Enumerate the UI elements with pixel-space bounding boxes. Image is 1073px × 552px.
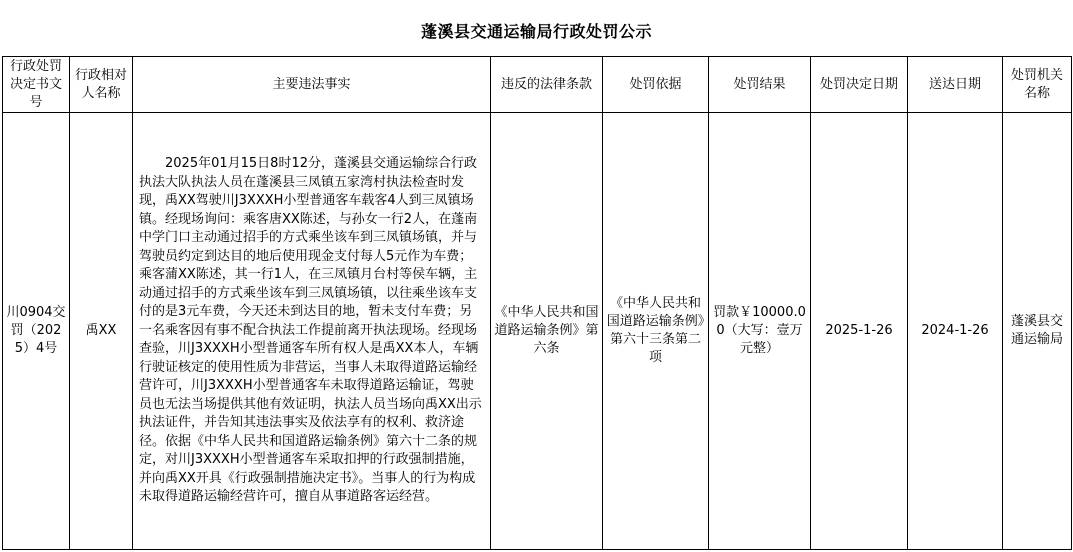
header-basis: 处罚依据 <box>603 57 709 113</box>
cell-doc-number: 川0904交罚（2025）4号 <box>3 113 70 550</box>
header-party: 行政相对人名称 <box>70 57 133 113</box>
header-facts: 主要违法事实 <box>133 57 491 113</box>
facts-text: 2025年01月15日8时12分，蓬溪县交通运输综合行政执法大队执法人员在蓬溪县三凤镇五家湾村执法检查时发现，禹XX驾驶川J3XXXH小型普通客车载客4人到三凤镇场镇。经现场询问：乘客唐XX陈述，与孙女一行2人，在蓬南中学门口主动通过招手的方式乘坐该车到三凤镇场镇，并与驾驶员约定到达目的地后使用现金支付每人5元作为车费；乘客蒲XX陈述，其一行1人，在三凤镇月台村等侯车辆，主动通过招手的方式乘坐该车到三凤镇场镇，以往乘坐该车支付的是3元车费，今天还未到达目的地，暂未支付车费；另一名乘客因有事不配合执法工作提前离开执法现场。经现场查验，川J3XXXH小型普通客车所有权人是禹XX本人，车辆行驶证核定的使用性质为非营运，当事人未取得道路运输经营许可，川J3XXXH小型普通客车未取得道路运输证，驾驶员也无法当场提供其他有效证明，执法人员当场向禹XX出示执法证件，并告知其违法事实及依法享有的权利、救济途径。依据《中华人民共和国道路运输条例》第六十二条的规定，对川J3XXXH小型普通客车采取扣押的行政强制措施，并向禹XX开具《行政强制措施决定书》。当事人的行为构成未取得道路运输经营许可，擅自从事道路客运经营。 <box>139 156 482 505</box>
cell-facts <box>133 113 491 550</box>
cell-result: 罚款￥10000.00（大写：壹万元整） <box>709 113 811 550</box>
page-title: 蓬溪县交通运输局行政处罚公示 <box>420 21 652 41</box>
cell-basis: 《中华人民共和国道路运输条例》第六十三条第二项 <box>603 113 709 550</box>
cell-delivery-date: 2024-1-26 <box>908 113 1003 550</box>
header-delivery-date: 送达日期 <box>908 57 1003 113</box>
cell-decision-date: 2025-1-26 <box>811 113 908 550</box>
header-authority: 处罚机关名称 <box>1003 57 1072 113</box>
cell-authority: 蓬溪县交通运输局 <box>1003 113 1072 550</box>
cell-violated-law: 《中华人民共和国道路运输条例》第六条 <box>491 113 603 550</box>
penalty-table <box>2 56 1072 550</box>
header-violated-law: 违反的法律条款 <box>491 57 603 113</box>
table-row <box>3 113 1072 550</box>
cell-party: 禹XX <box>70 113 133 550</box>
header-decision-date: 处罚决定日期 <box>811 57 908 113</box>
header-doc-number: 行政处罚决定书文号 <box>3 57 70 113</box>
header-result: 处罚结果 <box>709 57 811 113</box>
table-header-row <box>3 57 1072 113</box>
